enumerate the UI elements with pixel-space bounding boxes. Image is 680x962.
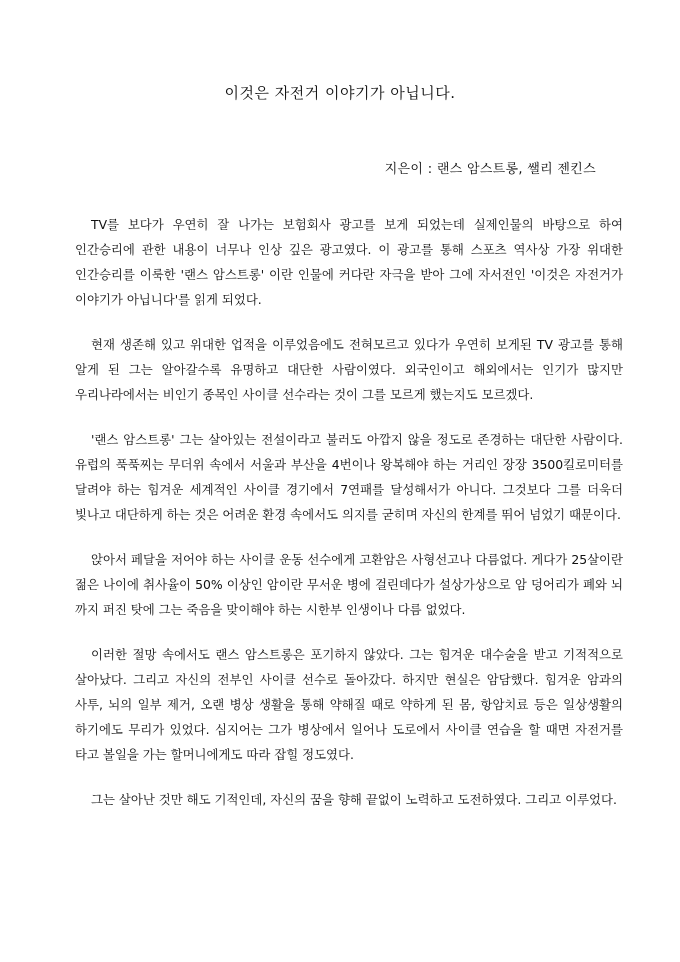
paragraph-5: 이러한 절망 속에서도 랜스 암스트롱은 포기하지 않았다. 그는 힘겨운 대수술을 받고 기적적으로 살아났다. 그리고 자신의 전부인 사이클 선수로 돌아갔다. 하지만 현실은 암담했다. 힘겨운 암과의 사투, 뇌의 일부 제거, 오랜 병상 생활을 통해 약해질 때로 약하게 된 몸, 항암치료 등은 일상생활의 하기에도 무리가 있었다. 심지어는 그가 병상에서 일어나 도로에서 사이클 연습을 할 때면 자전거를 타고 볼일을 가는 할머니에게도 따라 잡힐 정도였다. — [75, 647, 623, 762]
paragraph-6: 그는 살아난 것만 해도 기적인데, 자신의 꿈을 향해 끝없이 노력하고 도전하였다. 그리고 이루었다. — [91, 792, 617, 807]
document-body — [75, 212, 623, 832]
paragraph-3: '랜스 암스트롱' 그는 살아있는 전설이라고 불러도 아깝지 않을 정도로 존경하는 대단한 사람이다. 유럽의 푹푹찌는 무더위 속에서 서울과 부산을 4번이나 왕복해야 하는 거리인 장장 3500킬로미터를 달려야 하는 힘겨운 세계적인 사이클 경기에서 7연패를 달성해서가 아니다. 그것보다 그를 더욱더 빛나고 대단하게 하는 것은 어려운 환경 속에서도 의지를 굳히며 자신의 한계를 뛰어 넘었기 때문이다. — [75, 432, 623, 522]
document-title: 이것은 자전거 이야기가 아닙니다. — [224, 84, 456, 102]
paragraph-1: TV를 보다가 우연히 잘 나가는 보험회사 광고를 보게 되었는데 실제인물의 바탕으로 하여 인간승리에 관한 내용이 너무나 인상 깊은 광고였다. 이 광고를 통해 스포츠 역사상 가장 위대한 인간승리를 이룩한 '랜스 암스트롱' 이란 인물에 커다란 자극을 받아 그에 자서전인 '이것은 자전거가 이야기가 아닙니다'를 읽게 되었다. — [75, 217, 623, 307]
author-byline: 지은이 : 랜스 암스트롱, 쌜리 젠킨스 — [384, 162, 596, 177]
paragraph-2: 현재 생존해 있고 위대한 업적을 이루었음에도 전혀모르고 있다가 우연히 보게된 TV 광고를 통해 알게 된 그는 알아갈수록 유명하고 대단한 사람이였다. 외국인이고 해외에서는 인기가 많지만 우리나라에서는 비인기 종목인 사이클 선수라는 것이 그를 모르게 했는지도 모르겠다. — [75, 337, 623, 402]
paragraph-4: 앉아서 페달을 저어야 하는 사이클 운동 선수에게 고환암은 사형선고나 다름없다. 게다가 25살이란 젊은 나이에 취사율이 50% 이상인 암이란 무서운 병에 걸린데다가 설상가상으로 암 덩어리가 폐와 뇌 까지 퍼진 탓에 그는 죽음을 맞이해야 하는 시한부 인생이나 다름 없었다. — [75, 552, 623, 617]
